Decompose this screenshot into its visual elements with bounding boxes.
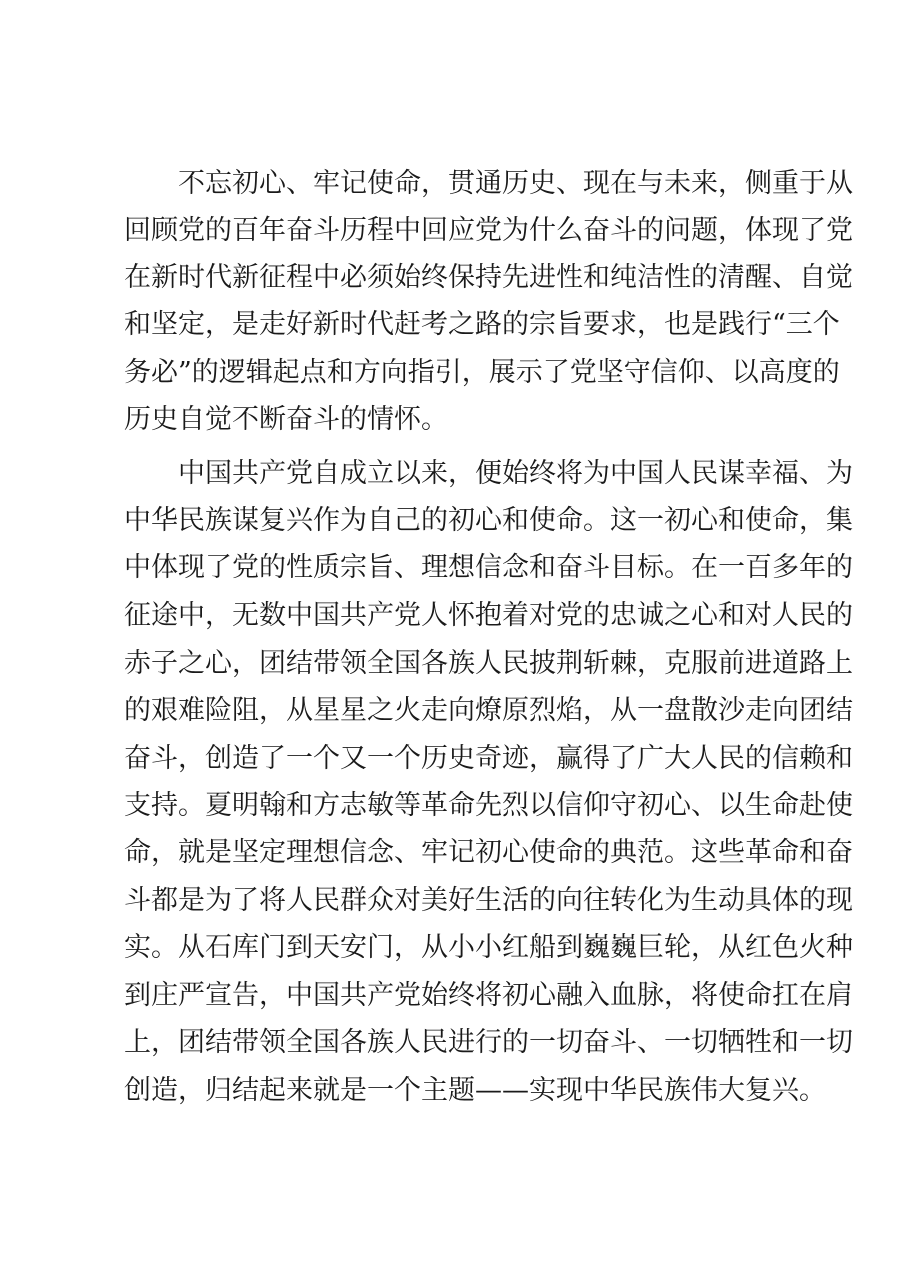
paragraph-2-line-1: 中国共产党自成立以来，便始终将为中国人民谋幸福、为: [178, 458, 853, 489]
paragraph-1-line-5: 务必”的逻辑起点和方向指引，展示了党坚守信仰、以高度的: [124, 357, 840, 388]
paragraph-1-line-4: 和坚定，是走好新时代赶考之路的宗旨要求，也是践行“三个: [124, 309, 840, 340]
paragraph-2-line-7: 奋斗，创造了一个又一个历史奇迹，赢得了广大人民的信赖和: [124, 743, 853, 774]
paragraph-2-line-5: 赤子之心，团结带领全国各族人民披荆斩棘，克服前进道路上: [124, 648, 853, 679]
paragraph-1-line-3: 在新时代新征程中必须始终保持先进性和纯洁性的清醒、自觉: [124, 262, 853, 293]
paragraph-2-line-14: 创造，归结起来就是一个主题——实现中华民族伟大复兴。: [124, 1075, 826, 1106]
paragraph-2-line-2: 中华民族谋复兴作为自己的初心和使命。这一初心和使命，集: [124, 505, 853, 536]
paragraph-2-line-3: 中体现了党的性质宗旨、理想信念和奋斗目标。在一百多年的: [124, 552, 853, 583]
paragraph-2-line-8: 支持。夏明翰和方志敏等革命先烈以信仰守初心、以生命赴使: [124, 790, 853, 821]
paragraph-1-line-1: 不忘初心、牢记使命，贯通历史、现在与未来，侧重于从: [178, 168, 853, 199]
paragraph-2-line-12: 到庄严宣告，中国共产党始终将初心融入血脉，将使命扛在肩: [124, 980, 853, 1011]
paragraph-2-line-10: 斗都是为了将人民群众对美好生活的向往转化为生动具体的现: [124, 885, 853, 916]
paragraph-1-line-2: 回顾党的百年奋斗历程中回应党为什么奋斗的问题，体现了党: [124, 215, 853, 246]
paragraph-2-line-13: 上，团结带领全国各族人民进行的一切奋斗、一切牺牲和一切: [124, 1027, 853, 1058]
paragraph-2-line-4: 征途中，无数中国共产党人怀抱着对党的忠诚之心和对人民的: [124, 600, 853, 631]
paragraph-2-line-11: 实。从石库门到天安门，从小小红船到巍巍巨轮，从红色火种: [124, 932, 853, 963]
paragraph-2-line-6: 的艰难险阻，从星星之火走向燎原烈焰，从一盘散沙走向团结: [124, 695, 853, 726]
paragraph-2-line-9: 命，就是坚定理想信念、牢记初心使命的典范。这些革命和奋: [124, 837, 853, 868]
paragraph-1-line-6: 历史自觉不断奋斗的情怀。: [124, 404, 448, 435]
